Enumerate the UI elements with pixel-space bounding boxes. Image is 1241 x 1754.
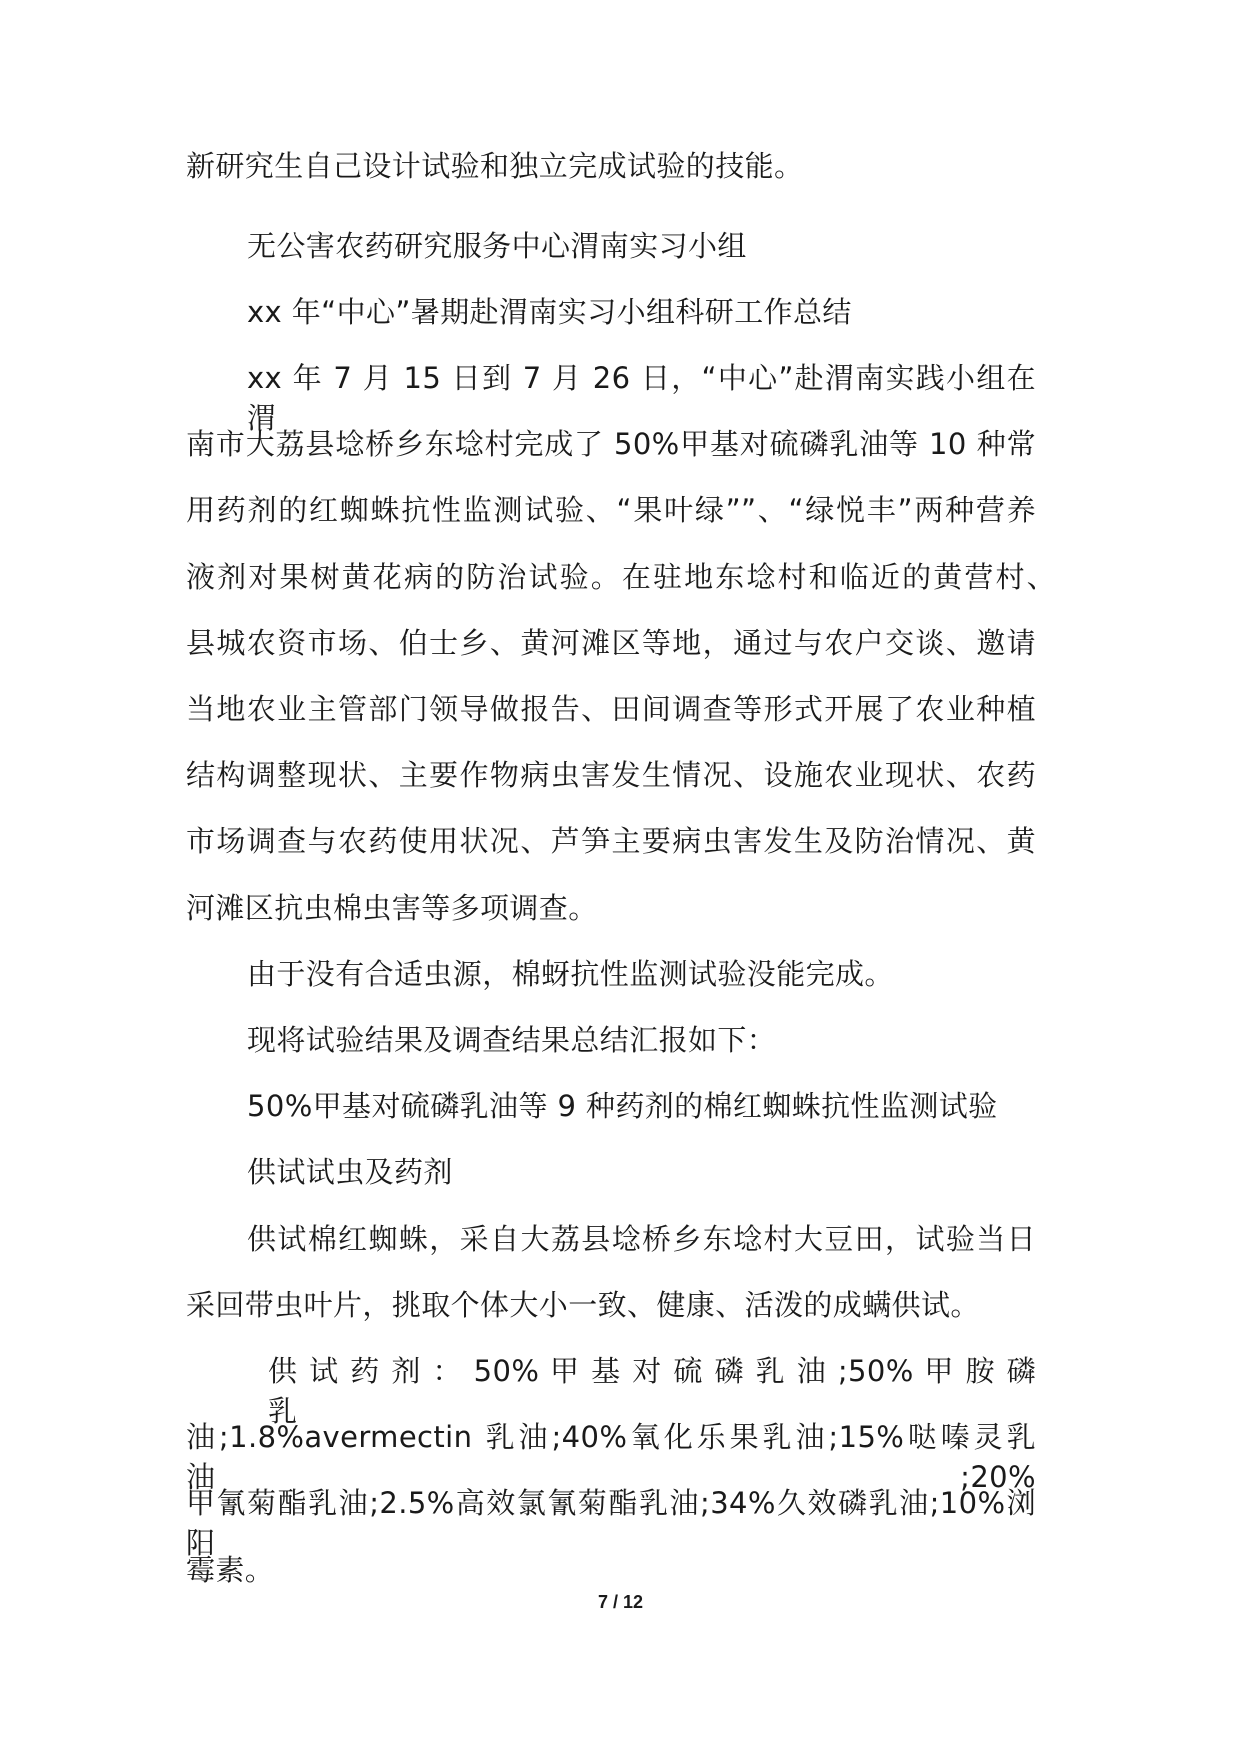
text-line: xx 年 7 月 15 日到 7 月 26 日，“中心”赴渭南实践小组在渭 [247,361,1036,435]
text-line: 液剂对果树黄花病的防治试验。在驻地东埝村和临近的黄营村、 [186,560,1056,594]
page-number: 7 / 12 [597,1592,644,1612]
text-line: 河滩区抗虫棉虫害等多项调查。 [186,891,598,925]
text-line: 现将试验结果及调查结果总结汇报如下： [247,1023,777,1057]
text-line: 供 试 药 剂 ： 50% 甲 基 对 硫 磷 乳 油 ;50% 甲 胺 磷 乳 [268,1354,1036,1428]
text-line: 市场调查与农药使用状况、芦笋主要病虫害发生及防治情况、黄 [186,824,1036,858]
text-line: 当地农业主管部门领导做报告、田间调查等形式开展了农业种植 [186,692,1036,726]
text-line: 油;1.8%avermectin 乳油;40%氧化乐果乳油;15%哒嗪灵乳油;20% [186,1420,1036,1494]
text-line: 由于没有合适虫源，棉蚜抗性监测试验没能完成。 [247,957,894,991]
text-line: 采回带虫叶片，挑取个体大小一致、健康、活泼的成螨供试。 [186,1288,980,1322]
text-line: 南市大荔县埝桥乡东埝村完成了 50%甲基对硫磷乳油等 10 种常 [186,427,1036,461]
text-line: 供试试虫及药剂 [247,1155,453,1189]
text-line: 供试棉红蜘蛛，采自大荔县埝桥乡东埝村大豆田，试验当日 [247,1222,1036,1256]
text-line: 无公害农药研究服务中心渭南实习小组 [247,229,747,263]
text-line: 结构调整现状、主要作物病虫害发生情况、设施农业现状、农药 [186,758,1036,792]
text-line: 霉素。 [186,1553,275,1587]
text-line: 新研究生自己设计试验和独立完成试验的技能。 [186,149,804,183]
text-line: xx 年“中心”暑期赴渭南实习小组科研工作总结 [247,295,852,329]
text-line: 50%甲基对硫磷乳油等 9 种药剂的棉红蜘蛛抗性监测试验 [247,1089,998,1123]
text-line: 用药剂的红蜘蛛抗性监测试验、“果叶绿””、“绿悦丰”两种营养 [186,493,1036,527]
text-line: 县城农资市场、伯士乡、黄河滩区等地，通过与农户交谈、邀请 [186,626,1036,660]
text-line: 甲氰菊酯乳油;2.5%高效氯氰菊酯乳油;34%久效磷乳油;10%浏阳 [186,1486,1036,1560]
